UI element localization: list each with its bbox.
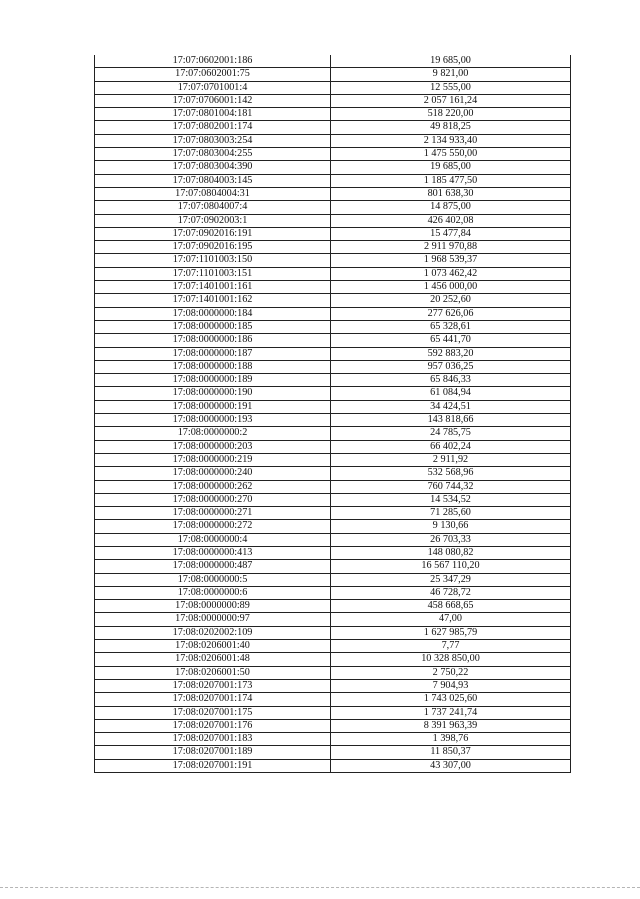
table-row [95, 68, 571, 81]
cadastral-value-cell: 1 475 550,00 [331, 148, 571, 161]
cadastral-number-cell: 17:08:0000000:185 [95, 320, 331, 333]
cadastral-value-cell: 14 534,52 [331, 493, 571, 506]
table-row [95, 613, 571, 626]
cadastral-number-cell: 17:08:0206001:40 [95, 640, 331, 653]
cadastral-number-cell: 17:07:0602001:75 [95, 68, 331, 81]
cadastral-number-cell: 17:07:1401001:161 [95, 281, 331, 294]
cadastral-value-cell: 143 818,66 [331, 414, 571, 427]
cadastral-value-cell: 19 685,00 [331, 55, 571, 68]
table-row [95, 161, 571, 174]
scan-edge-line [0, 887, 640, 888]
table-row [95, 267, 571, 280]
table-row [95, 347, 571, 360]
cadastral-number-cell: 17:08:0000000:188 [95, 360, 331, 373]
cadastral-number-cell: 17:07:0801004:181 [95, 108, 331, 121]
cadastral-value-cell: 1 456 000,00 [331, 281, 571, 294]
table-row [95, 387, 571, 400]
cadastral-value-cell: 9 821,00 [331, 68, 571, 81]
cadastral-number-cell: 17:07:0804007:4 [95, 201, 331, 214]
table-row [95, 307, 571, 320]
cadastral-value-cell: 7,77 [331, 640, 571, 653]
cadastral-number-cell: 17:07:0701001:4 [95, 81, 331, 94]
cadastral-number-cell: 17:07:0803004:390 [95, 161, 331, 174]
table-row [95, 573, 571, 586]
cadastral-number-cell: 17:07:0802001:174 [95, 121, 331, 134]
cadastral-number-cell: 17:08:0207001:191 [95, 759, 331, 772]
cadastral-number-cell: 17:08:0000000:191 [95, 400, 331, 413]
cadastral-value-cell: 47,00 [331, 613, 571, 626]
cadastral-value-cell: 26 703,33 [331, 533, 571, 546]
cadastral-number-cell: 17:08:0207001:183 [95, 733, 331, 746]
table-row [95, 733, 571, 746]
cadastral-value-cell: 1 185 477,50 [331, 174, 571, 187]
cadastral-value-cell: 14 875,00 [331, 201, 571, 214]
cadastral-number-cell: 17:08:0000000:203 [95, 440, 331, 453]
cadastral-value-cell: 760 744,32 [331, 480, 571, 493]
cadastral-number-cell: 17:08:0000000:89 [95, 600, 331, 613]
cadastral-value-cell: 7 904,93 [331, 679, 571, 692]
cadastral-number-cell: 17:08:0000000:186 [95, 334, 331, 347]
cadastral-number-cell: 17:08:0207001:173 [95, 679, 331, 692]
cadastral-value-cell: 2 134 933,40 [331, 134, 571, 147]
cadastral-value-cell: 1 968 539,37 [331, 254, 571, 267]
cadastral-number-cell: 17:08:0206001:48 [95, 653, 331, 666]
table-row [95, 746, 571, 759]
table-row [95, 320, 571, 333]
table-row [95, 360, 571, 373]
cadastral-number-cell: 17:08:0000000:189 [95, 374, 331, 387]
cadastral-value-cell: 2 911,92 [331, 453, 571, 466]
table-row [95, 94, 571, 107]
table-row [95, 187, 571, 200]
table-row [95, 134, 571, 147]
cadastral-number-cell: 17:08:0000000:271 [95, 507, 331, 520]
cadastral-value-cell: 2 750,22 [331, 666, 571, 679]
cadastral-value-cell: 9 130,66 [331, 520, 571, 533]
cadastral-value-cell: 20 252,60 [331, 294, 571, 307]
cadastral-number-cell: 17:08:0000000:270 [95, 493, 331, 506]
cadastral-value-cell: 1 398,76 [331, 733, 571, 746]
table-row [95, 626, 571, 639]
cadastral-value-cell: 65 441,70 [331, 334, 571, 347]
cadastral-value-cell: 2 057 161,24 [331, 94, 571, 107]
cadastral-number-cell: 17:07:0804004:31 [95, 187, 331, 200]
table-row [95, 254, 571, 267]
cadastral-value-cell: 2 911 970,88 [331, 241, 571, 254]
table-row [95, 334, 571, 347]
cadastral-number-cell: 17:07:0902003:1 [95, 214, 331, 227]
table-row [95, 493, 571, 506]
table-row [95, 374, 571, 387]
cadastral-value-cell: 43 307,00 [331, 759, 571, 772]
cadastral-value-cell: 49 818,25 [331, 121, 571, 134]
table-row [95, 81, 571, 94]
cadastral-number-cell: 17:08:0000000:413 [95, 546, 331, 559]
table-row [95, 294, 571, 307]
cadastral-value-cell: 1 743 025,60 [331, 693, 571, 706]
table-row [95, 653, 571, 666]
cadastral-number-cell: 17:07:1401001:162 [95, 294, 331, 307]
table-row [95, 227, 571, 240]
table-row [95, 759, 571, 772]
cadastral-value-cell: 801 638,30 [331, 187, 571, 200]
table-row [95, 121, 571, 134]
table-row [95, 281, 571, 294]
cadastral-value-cell: 10 328 850,00 [331, 653, 571, 666]
cadastral-number-cell: 17:08:0000000:5 [95, 573, 331, 586]
cadastral-value-cell: 1 737 241,74 [331, 706, 571, 719]
table-row [95, 108, 571, 121]
cadastral-value-cell: 592 883,20 [331, 347, 571, 360]
cadastral-value-cell: 12 555,00 [331, 81, 571, 94]
table-row [95, 520, 571, 533]
cadastral-value-cell: 426 402,08 [331, 214, 571, 227]
table-row [95, 719, 571, 732]
table-row [95, 414, 571, 427]
table-row [95, 480, 571, 493]
cadastral-number-cell: 17:07:0902016:191 [95, 227, 331, 240]
cadastral-value-cell: 25 347,29 [331, 573, 571, 586]
cadastral-table [94, 55, 571, 773]
table-row [95, 427, 571, 440]
cadastral-value-cell: 277 626,06 [331, 307, 571, 320]
cadastral-number-cell: 17:07:0902016:195 [95, 241, 331, 254]
table-row [95, 174, 571, 187]
cadastral-number-cell: 17:08:0000000:187 [95, 347, 331, 360]
cadastral-value-cell: 518 220,00 [331, 108, 571, 121]
cadastral-number-cell: 17:08:0000000:219 [95, 453, 331, 466]
cadastral-value-cell: 71 285,60 [331, 507, 571, 520]
table-row [95, 679, 571, 692]
cadastral-value-cell: 65 846,33 [331, 374, 571, 387]
table-row [95, 640, 571, 653]
table-row [95, 600, 571, 613]
table-row [95, 467, 571, 480]
cadastral-number-cell: 17:07:0706001:142 [95, 94, 331, 107]
table-row [95, 201, 571, 214]
cadastral-number-cell: 17:07:1101003:151 [95, 267, 331, 280]
cadastral-value-cell: 1 073 462,42 [331, 267, 571, 280]
cadastral-number-cell: 17:08:0000000:190 [95, 387, 331, 400]
cadastral-number-cell: 17:08:0206001:50 [95, 666, 331, 679]
table-row [95, 453, 571, 466]
table-row [95, 693, 571, 706]
table-row [95, 507, 571, 520]
cadastral-number-cell: 17:08:0000000:272 [95, 520, 331, 533]
cadastral-value-cell: 11 850,37 [331, 746, 571, 759]
table-row [95, 706, 571, 719]
cadastral-number-cell: 17:08:0000000:6 [95, 586, 331, 599]
table-row [95, 214, 571, 227]
cadastral-number-cell: 17:08:0000000:262 [95, 480, 331, 493]
cadastral-number-cell: 17:07:0803003:254 [95, 134, 331, 147]
cadastral-value-cell: 148 080,82 [331, 546, 571, 559]
cadastral-number-cell: 17:07:0803004:255 [95, 148, 331, 161]
cadastral-value-cell: 16 567 110,20 [331, 560, 571, 573]
cadastral-number-cell: 17:08:0207001:174 [95, 693, 331, 706]
table-row [95, 560, 571, 573]
table-row [95, 148, 571, 161]
table-row [95, 533, 571, 546]
cadastral-number-cell: 17:08:0000000:487 [95, 560, 331, 573]
table-body [95, 55, 571, 773]
cadastral-value-cell: 532 568,96 [331, 467, 571, 480]
cadastral-value-cell: 24 785,75 [331, 427, 571, 440]
cadastral-number-cell: 17:07:0602001:186 [95, 55, 331, 68]
cadastral-number-cell: 17:08:0000000:2 [95, 427, 331, 440]
cadastral-value-cell: 957 036,25 [331, 360, 571, 373]
table-row [95, 400, 571, 413]
cadastral-value-cell: 19 685,00 [331, 161, 571, 174]
table-row [95, 666, 571, 679]
cadastral-value-cell: 34 424,51 [331, 400, 571, 413]
cadastral-number-cell: 17:08:0000000:240 [95, 467, 331, 480]
cadastral-number-cell: 17:08:0000000:97 [95, 613, 331, 626]
cadastral-number-cell: 17:08:0000000:184 [95, 307, 331, 320]
cadastral-value-cell: 61 084,94 [331, 387, 571, 400]
cadastral-value-cell: 66 402,24 [331, 440, 571, 453]
cadastral-value-cell: 65 328,61 [331, 320, 571, 333]
table-row [95, 546, 571, 559]
table-row [95, 55, 571, 68]
cadastral-value-cell: 1 627 985,79 [331, 626, 571, 639]
table-row [95, 440, 571, 453]
cadastral-value-cell: 458 668,65 [331, 600, 571, 613]
table-row [95, 241, 571, 254]
cadastral-number-cell: 17:08:0202002:109 [95, 626, 331, 639]
cadastral-value-cell: 15 477,84 [331, 227, 571, 240]
cadastral-number-cell: 17:08:0000000:4 [95, 533, 331, 546]
cadastral-number-cell: 17:08:0000000:193 [95, 414, 331, 427]
cadastral-value-cell: 46 728,72 [331, 586, 571, 599]
cadastral-number-cell: 17:08:0207001:175 [95, 706, 331, 719]
cadastral-value-cell: 8 391 963,39 [331, 719, 571, 732]
cadastral-number-cell: 17:08:0207001:176 [95, 719, 331, 732]
table-row [95, 586, 571, 599]
cadastral-number-cell: 17:08:0207001:189 [95, 746, 331, 759]
cadastral-number-cell: 17:07:0804003:145 [95, 174, 331, 187]
cadastral-number-cell: 17:07:1101003:150 [95, 254, 331, 267]
